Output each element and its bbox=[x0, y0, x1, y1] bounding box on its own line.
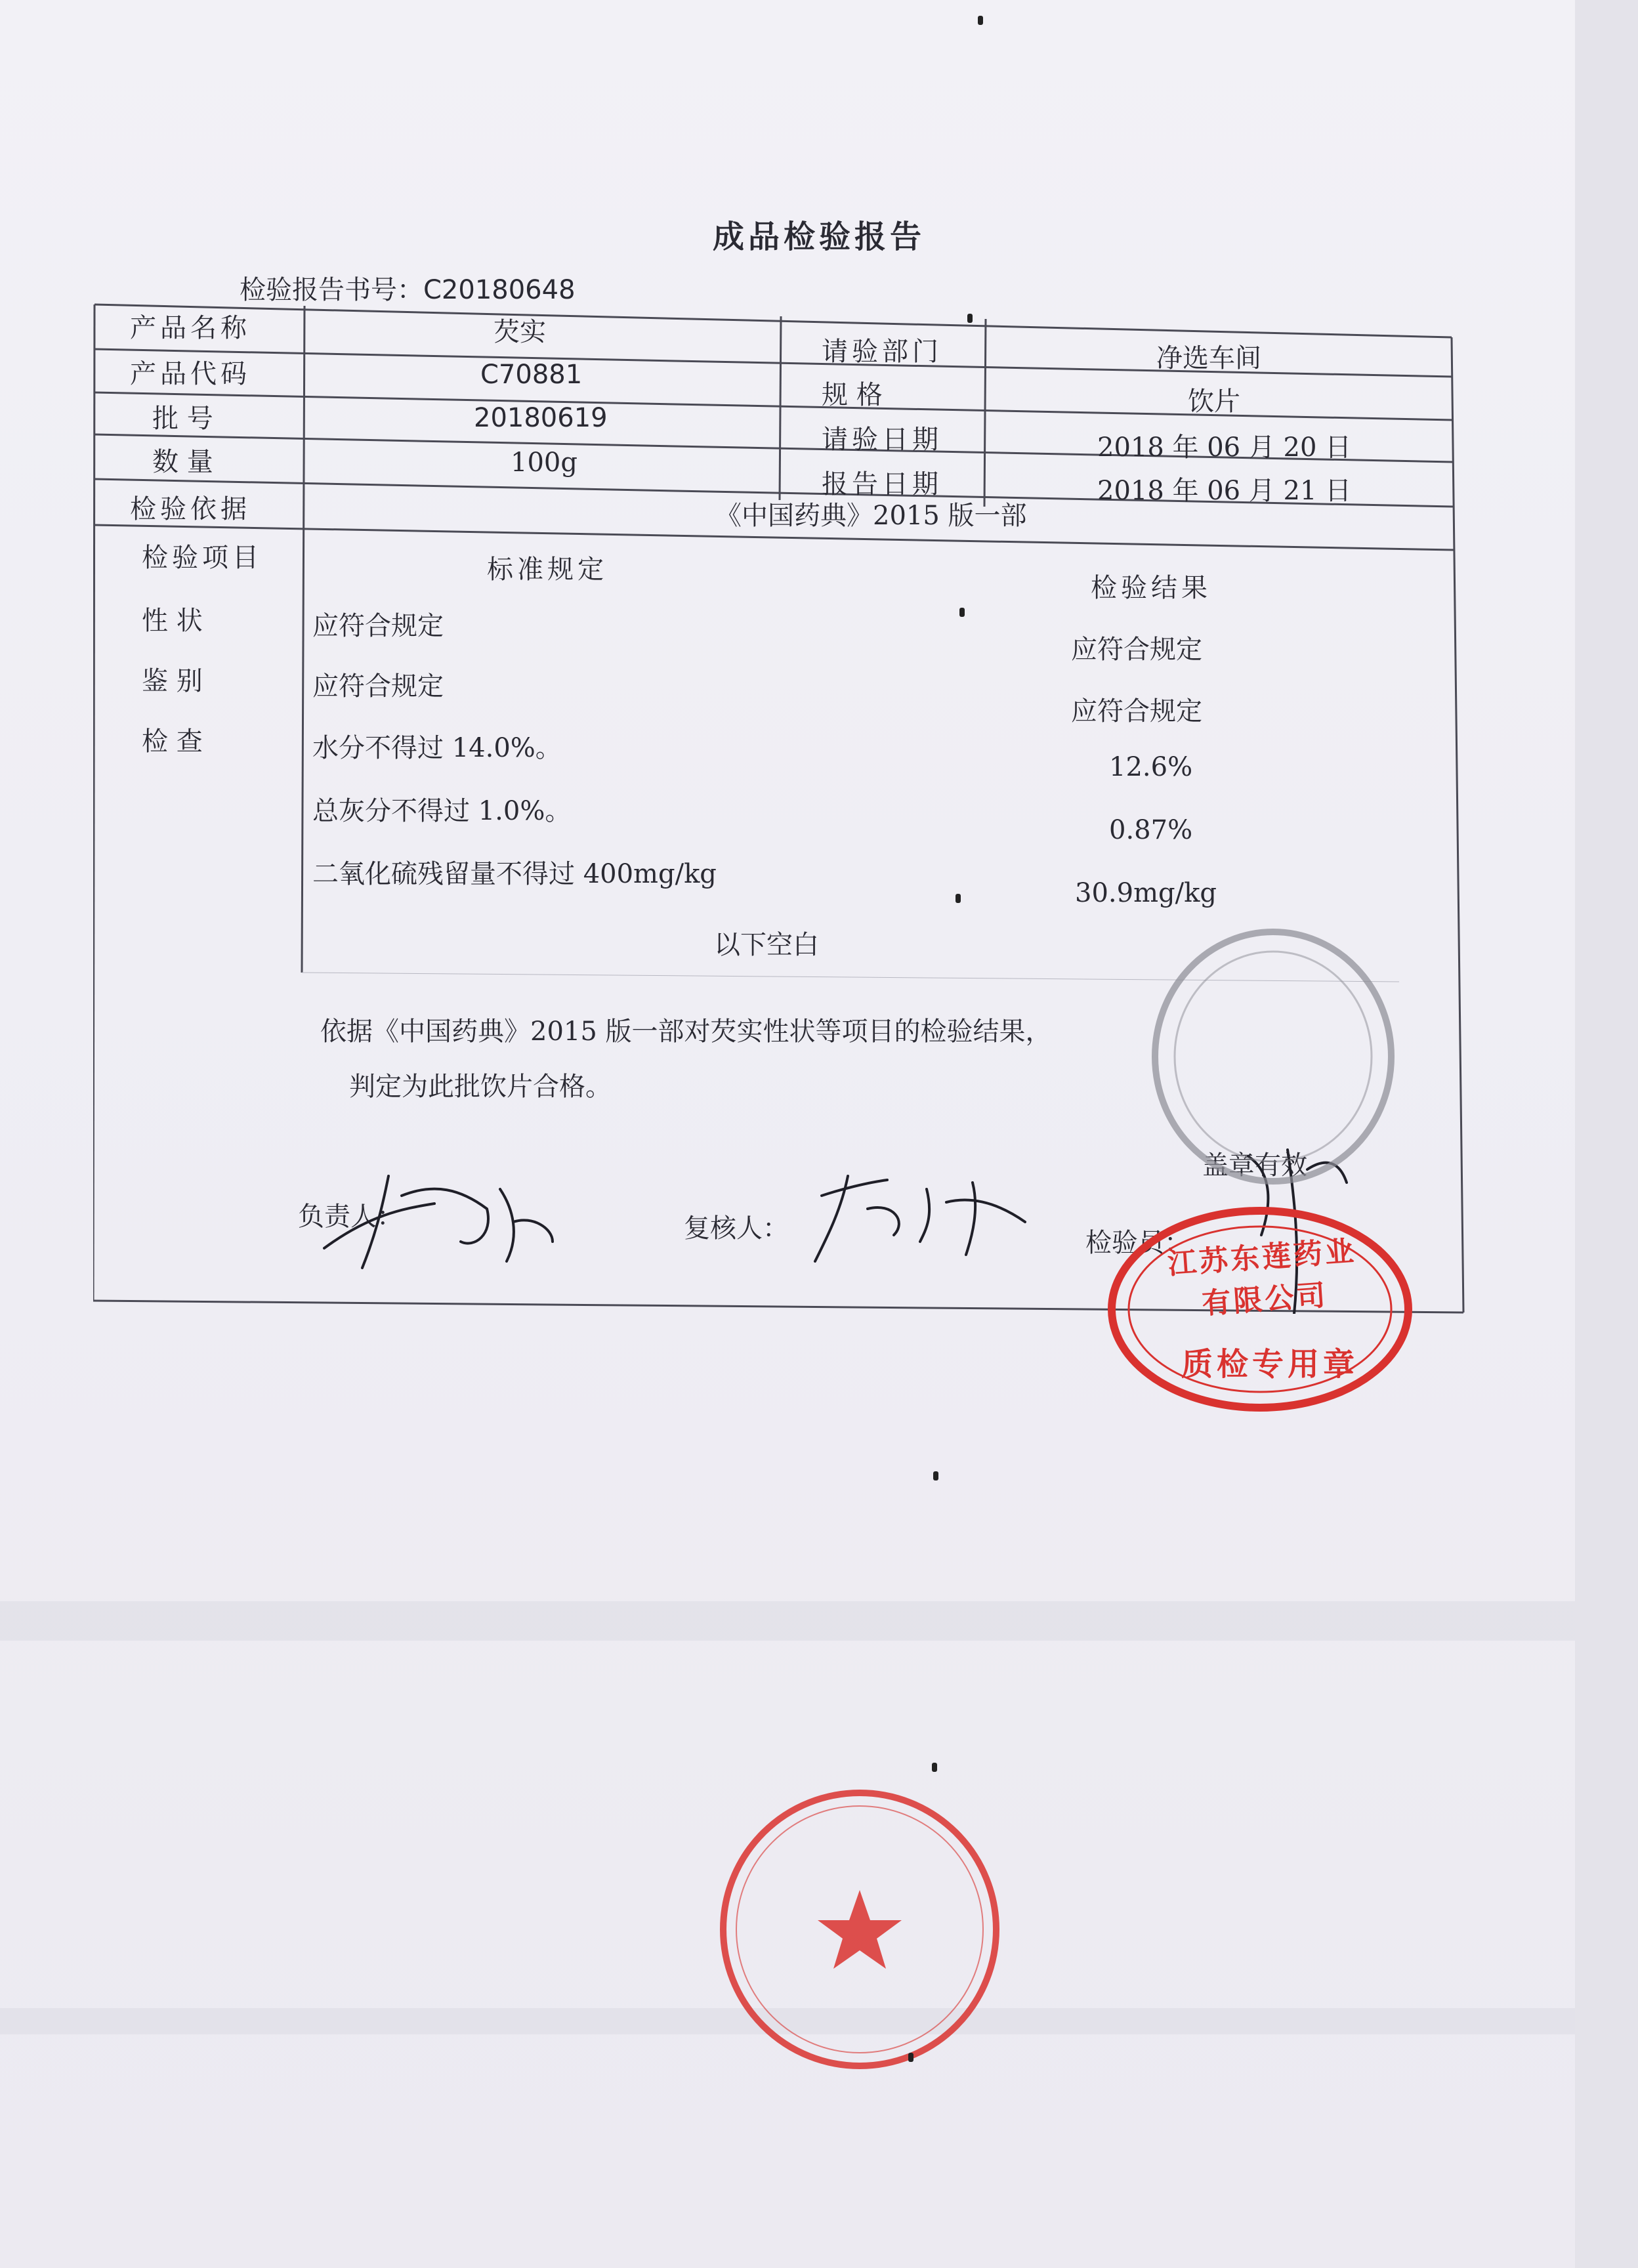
items-label: 检验项目 bbox=[142, 543, 262, 573]
item-check: 检 查 bbox=[142, 726, 203, 757]
item-appearance: 性 状 bbox=[142, 606, 203, 636]
dept-label: 请验部门 bbox=[822, 337, 942, 367]
scan-speck bbox=[959, 608, 965, 617]
batch-label: 批 号 bbox=[152, 404, 213, 434]
standard-label: 标准规定 bbox=[487, 555, 608, 585]
product-name-value: 芡实 bbox=[494, 317, 546, 347]
spec-label: 规 格 bbox=[822, 380, 883, 410]
item-identification: 鉴 别 bbox=[142, 666, 203, 696]
scan-speck bbox=[978, 16, 983, 25]
report-date-label: 报告日期 bbox=[822, 469, 942, 499]
report-date-value: 2018 年 06 月 21 日 bbox=[1097, 476, 1352, 506]
scan-edge bbox=[1575, 0, 1638, 2268]
product-name-label: 产品名称 bbox=[130, 313, 251, 343]
dept-value: 净选车间 bbox=[1156, 343, 1261, 373]
report-number bbox=[240, 269, 576, 306]
standard-moisture: 水分不得过 14.0%。 bbox=[312, 733, 562, 763]
result-identification: 应符合规定 bbox=[1071, 696, 1202, 726]
scan-speck bbox=[933, 1471, 938, 1480]
result-so2: 30.9mg/kg bbox=[1075, 878, 1217, 908]
red-seal-top-text: 江苏东莲药业有限公司 bbox=[1166, 1234, 1358, 1321]
scan-speck bbox=[967, 314, 973, 323]
scan-speck bbox=[908, 2053, 914, 2062]
quantity-label: 数 量 bbox=[152, 447, 213, 477]
standard-ash: 总灰分不得过 1.0%。 bbox=[312, 796, 572, 826]
conclusion-line2: 判定为此批饮片合格。 bbox=[349, 1072, 612, 1102]
red-seal-bottom-text: 质检专用章 bbox=[1181, 1346, 1358, 1383]
report-number-value: C20180648 bbox=[423, 275, 576, 305]
scan-speck bbox=[932, 1763, 937, 1772]
spec-value: 饮片 bbox=[1188, 387, 1240, 417]
basis-value: 《中国药典》2015 版一部 bbox=[715, 501, 1027, 531]
quantity-value: 100g bbox=[511, 448, 578, 478]
grey-seal-icon bbox=[1135, 919, 1411, 1194]
result-moisture: 12.6% bbox=[1109, 752, 1193, 782]
request-date-label: 请验日期 bbox=[822, 425, 942, 455]
round-seal-icon bbox=[702, 1772, 1017, 2087]
basis-label: 检验依据 bbox=[130, 494, 251, 524]
document-title: 成品检验报告 bbox=[712, 219, 925, 255]
product-code-label: 产品代码 bbox=[130, 359, 251, 389]
product-code-value: C70881 bbox=[480, 360, 583, 390]
standard-appearance: 应符合规定 bbox=[312, 611, 444, 641]
responsible-label: 负责人： bbox=[298, 1202, 403, 1232]
report-number-label: 检验报告书号： bbox=[240, 275, 423, 305]
scan-speck bbox=[956, 894, 961, 903]
scan-artifact-band bbox=[0, 1601, 1575, 1641]
reviewer-label: 复核人： bbox=[684, 1213, 789, 1244]
conclusion-line1: 依据《中国药典》2015 版一部对芡实性状等项目的检验结果， bbox=[320, 1017, 1052, 1047]
standard-identification: 应符合规定 bbox=[312, 671, 444, 702]
result-appearance: 应符合规定 bbox=[1071, 635, 1202, 665]
inspector-label: 检验员： bbox=[1085, 1228, 1190, 1258]
result-label: 检验结果 bbox=[1091, 573, 1211, 603]
blank-note: 以下空白 bbox=[714, 930, 819, 960]
result-ash: 0.87% bbox=[1109, 815, 1193, 845]
standard-so2: 二氧化硫残留量不得过 400mg/kg bbox=[312, 859, 717, 889]
seal-valid-note: 盖章有效 bbox=[1202, 1150, 1307, 1181]
batch-value: 20180619 bbox=[474, 403, 608, 433]
request-date-value: 2018 年 06 月 20 日 bbox=[1097, 432, 1352, 463]
